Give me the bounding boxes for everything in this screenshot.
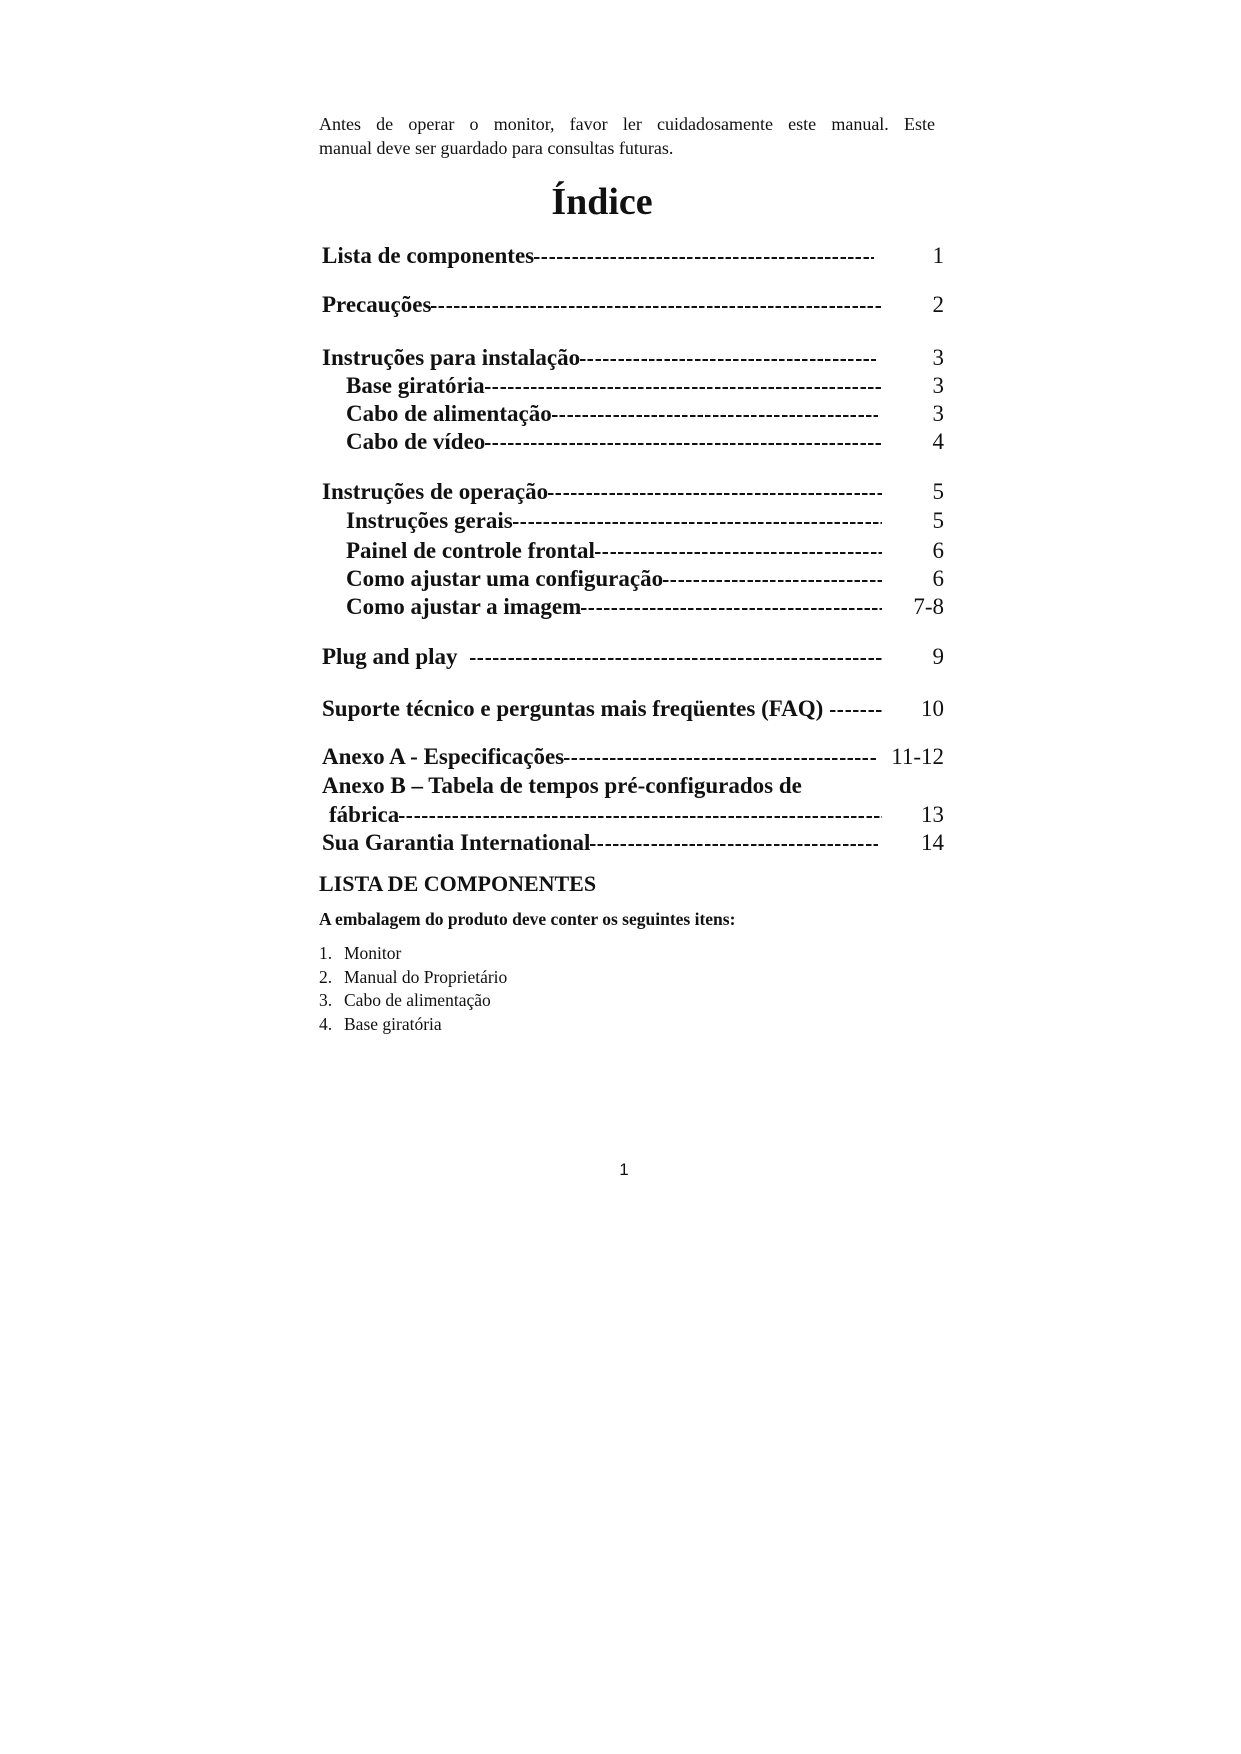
toc-entry-page: 14 (921, 830, 944, 855)
toc-subentry (346, 507, 944, 535)
toc-leader (485, 428, 882, 456)
list-item-number: 3. (319, 990, 333, 1011)
toc-entry-title: Painel de controle frontal (346, 538, 595, 563)
toc-entry-title: Plug and play (322, 644, 458, 669)
toc-entry-page: 6 (932, 566, 944, 591)
toc-leader (399, 801, 882, 829)
toc-entry (322, 242, 944, 270)
components-intro: A embalagem do produto deve conter os seguintes itens: (319, 909, 736, 929)
toc-subentry (346, 565, 944, 593)
toc-subentry (346, 400, 944, 428)
toc-entry-title: Sua Garantia International (322, 830, 591, 855)
list-item (319, 942, 507, 966)
toc-leader (581, 593, 882, 621)
components-list (319, 942, 507, 1037)
toc-entry-page: 2 (932, 292, 944, 317)
toc-subentry (346, 372, 944, 400)
intro-line-1: Antes de operar o monitor, favor ler cuidadosamente este manual. Este (319, 114, 935, 134)
components-heading: LISTA DE COMPONENTES (319, 871, 597, 896)
toc-subentry (346, 428, 944, 456)
toc-entry-page: 5 (932, 508, 944, 533)
toc-entry-title: Cabo de alimentação (346, 401, 552, 426)
toc-leader (485, 372, 882, 400)
toc-entry-page: 3 (932, 345, 944, 370)
toc-subentry (346, 593, 944, 621)
toc-entry-title: Base giratória (346, 373, 485, 398)
toc-leader (830, 695, 882, 723)
toc-entry-title: Instruções de operação (322, 479, 549, 504)
toc-leader (513, 507, 882, 535)
toc-entry-title: Cabo de vídeo (346, 429, 486, 454)
toc-title: Índice (551, 181, 653, 223)
toc-entry-continuation (329, 801, 944, 829)
toc-entry-page: 1 (932, 243, 944, 268)
toc-entry (322, 478, 944, 506)
toc-entry (322, 344, 944, 372)
toc-leader (580, 344, 876, 372)
toc-leader (552, 400, 878, 428)
toc-entry-title: Precauções (322, 292, 432, 317)
list-item (319, 989, 507, 1013)
toc-entry-title: Suporte técnico e perguntas mais freqüentes (FAQ) (322, 696, 824, 721)
intro-line-2: manual deve ser guardado para consultas futuras. (319, 138, 674, 158)
toc-entry-page: 10 (921, 696, 944, 721)
toc-entry (322, 743, 944, 771)
toc-entry-page: 11-12 (891, 744, 944, 769)
list-item-label: Base giratória (344, 1014, 442, 1035)
toc-entry-page: 9 (932, 644, 944, 669)
toc-entry-page: 5 (932, 479, 944, 504)
toc-entry-title: Anexo A - Especificações (322, 744, 565, 769)
toc-entry (322, 829, 944, 857)
list-item-number: 1. (319, 943, 333, 963)
toc-entry (322, 695, 944, 723)
toc-leader (590, 829, 878, 857)
toc-entry-page: 13 (921, 802, 944, 827)
toc-entry (322, 643, 944, 671)
toc-entry-page: 6 (932, 538, 944, 563)
toc-entry (322, 291, 944, 319)
toc-leader (595, 537, 882, 565)
toc-leader (663, 565, 882, 593)
toc-leader (470, 643, 883, 671)
list-item-label: Monitor (344, 943, 402, 963)
toc-entry-page: 7-8 (913, 594, 944, 619)
toc-leader (548, 478, 882, 506)
toc-entry-title-continued: fábrica (329, 802, 400, 827)
toc-entry-title: Como ajustar uma configuração (346, 566, 664, 591)
toc-entry-page: 3 (932, 401, 944, 426)
list-item (319, 1013, 507, 1037)
toc-entry-title: Instruções para instalação (322, 345, 581, 370)
toc-entry-title: Instruções gerais (346, 508, 513, 533)
toc-leader (564, 743, 876, 771)
toc-entry-page: 3 (932, 373, 944, 398)
toc-leader (534, 242, 874, 270)
list-item (319, 966, 507, 990)
page-number: 1 (619, 1160, 629, 1179)
toc-entry-title: Como ajustar a imagem (346, 594, 582, 619)
toc-subentry (346, 537, 944, 565)
toc-entry-page: 4 (932, 429, 944, 454)
toc-entry-title: Lista de componentes (322, 243, 535, 268)
list-item-label: Manual do Proprietário (344, 966, 508, 987)
toc-entry-title: Anexo B – Tabela de tempos pré-configurados de (322, 773, 802, 798)
toc-leader (431, 291, 882, 319)
toc-entry (322, 772, 944, 800)
list-item-label: Cabo de alimentação (344, 990, 491, 1011)
list-item-number: 4. (319, 1014, 333, 1035)
list-item-number: 2. (319, 966, 333, 987)
intro-paragraph (319, 112, 935, 160)
